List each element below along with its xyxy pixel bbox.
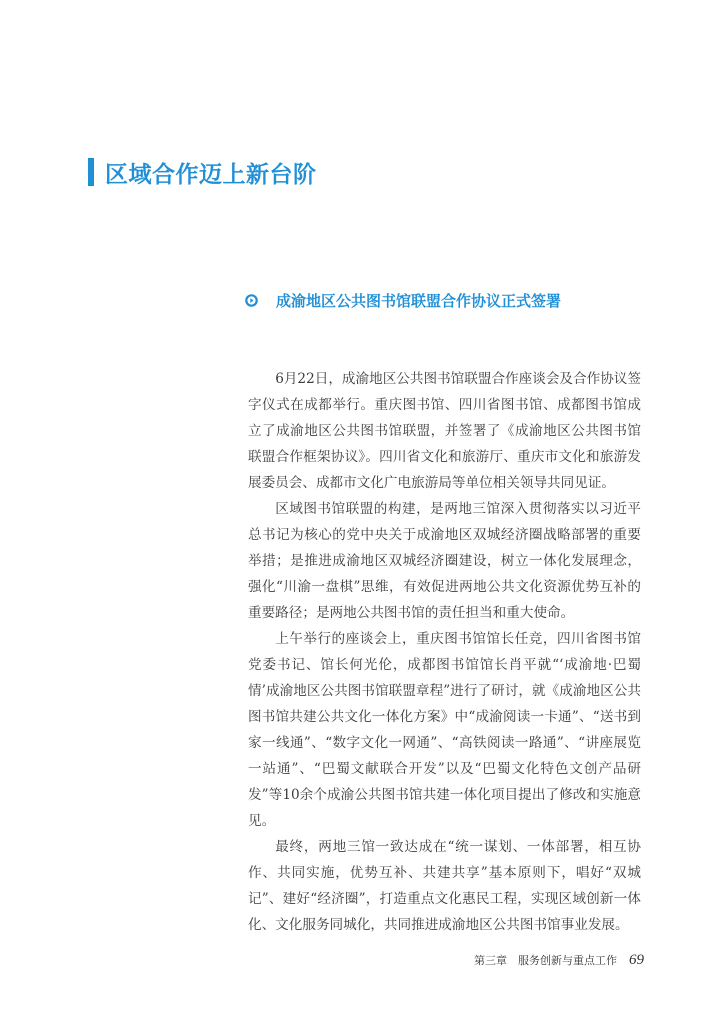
article-body — [248, 366, 641, 938]
chapter-accent-bar — [88, 158, 94, 186]
section-title: 成渝地区公共图书馆联盟合作协议正式签署 — [276, 291, 562, 310]
page-footer — [474, 952, 644, 969]
section-heading — [245, 290, 561, 310]
chapter-title: 区域合作迈上新台阶 — [105, 161, 317, 188]
body-paragraph: 上午举行的座谈会上，重庆图书馆馆长任竞，四川省图书馆党委书记、馆长何光伦，成都图书馆馆长肖平就“‘成渝地·巴蜀情’成渝地区公共图书馆联盟章程”进行了研讨，就《成渝地区公共图书馆共建公共文化一体化方案》中“成渝阅读一卡通”、“送书到家一线通”、“数字文化一网通”、“高铁阅读一路通”、“讲座展览一站通”、“巴蜀文献联合开发”以及“巴蜀文化特色文创产品研发”等10余个成渝公共图书馆共建一体化项目提出了修改和实施意见。 — [248, 631, 641, 829]
circle-play-icon — [245, 294, 258, 307]
body-paragraph: 6月22日，成渝地区公共图书馆联盟合作座谈会及合作协议签字仪式在成都举行。重庆图书馆、四川省图书馆、成都图书馆成立了成渝地区公共图书馆联盟，并签署了《成渝地区公共图书馆联盟合作框架协议》。四川省文化和旅游厅、重庆市文化和旅游发展委员会、成都市文化广电旅游局等单位相关领导共同见证。 — [248, 371, 641, 491]
footer-chapter-label: 第三章 服务创新与重点工作 — [474, 954, 617, 967]
chapter-heading — [88, 156, 317, 188]
page-number: 69 — [629, 952, 644, 968]
body-paragraph: 区域图书馆联盟的构建，是两地三馆深入贯彻落实以习近平总书记为核心的党中央关于成渝地区双城经济圈战略部署的重要举措；是推进成渝地区双城经济圈建设，树立一体化发展理念，强化“川渝一盘棋”思维，有效促进两地公共文化资源优势互补的重要路径；是两地公共图书馆的责任担当和重大使命。 — [248, 501, 641, 621]
body-paragraph: 最终，两地三馆一致达成在“统一谋划、一体部署，相互协作、共同实施，优势互补、共建共享”基本原则下，唱好“双城记”、建好“经济圈”，打造重点文化惠民工程，实现区域创新一体化、文化服务同城化，共同推进成渝地区公共图书馆事业发展。 — [248, 839, 641, 933]
